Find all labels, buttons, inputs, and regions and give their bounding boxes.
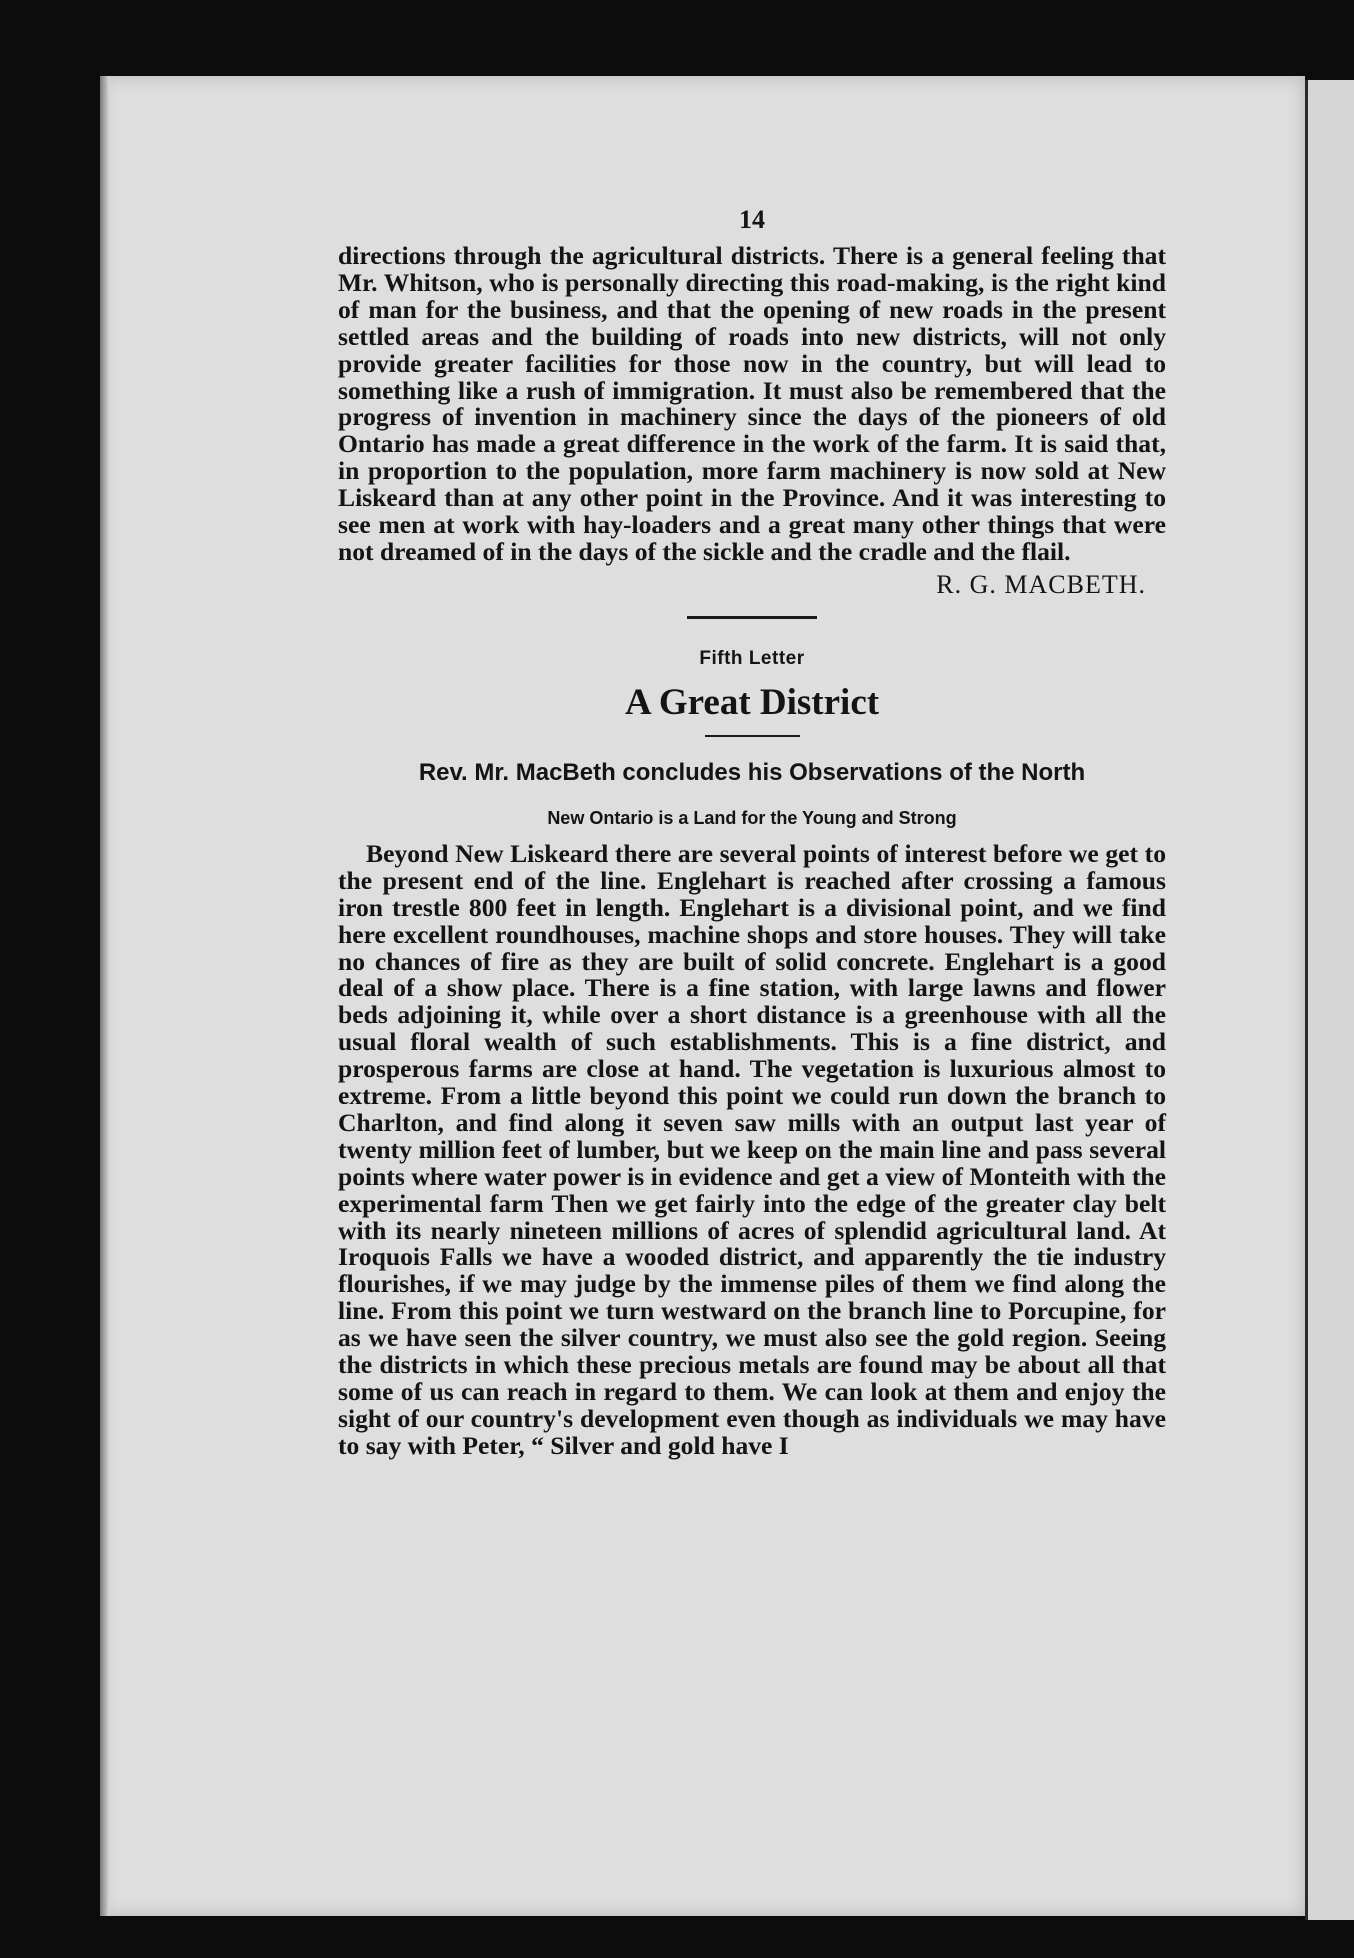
article-subheadline: Rev. Mr. MacBeth concludes his Observations of the North [418,758,1086,786]
page-gutter-shadow [100,76,110,1916]
intro-paragraph: directions through the agricultural districts. There is a general feeling that Mr. Whitson, who is personally directing this road-making, is the right kind of man for the business, and that the opening of new roads in the present settled areas and the building of roads into new districts, will not only provide greater facilities for those now in the country, but will lead to something like a rush of immigration. It must also be remembered that the progress of invention in machinery since the days of the pioneers of old Ontario has made a great difference in the work of the farm. It is said that, in proportion to the population, more farm machinery is now sold at New Liskeard than at any other point in the Province. And it was interesting to see men at work with hay-loaders and a great many other things that were not dreamed of in the days of the sickle and the cradle and the flail. [338,241,1166,566]
page-content [338,205,1166,1460]
section-divider [687,616,817,619]
article-deck: New Ontario is a Land for the Young and Strong [547,807,957,828]
page-number: 14 [739,205,765,234]
author-signature: R. G. MACBETH. [936,569,1146,599]
adjacent-page-edge [1305,80,1354,1920]
letter-kicker: Fifth Letter [699,647,805,669]
article-headline: A Great District [624,681,880,723]
headline-divider [705,735,800,737]
body-paragraph: Beyond New Liskeard there are several points of interest before we get to the present end of the line. Englehart is reached after crossing a famous iron trestle 800 feet in length. Englehart is a divisional point, and we find here excellent roundhouses, machine shops and store houses. They will take no chances of fire as they are built of solid concrete. Englehart is a good deal of a show place. There is a fine station, with large lawns and flower beds adjoining it, while over a short distance is a greenhouse with all the usual floral wealth of such establishments. This is a fine district, and prosperous farms are close at hand. The vegetation is luxurious almost to extreme. From a little beyond this point we could run down the branch to Charlton, and find along it seven saw mills with an output last year of twenty million feet of lumber, but we keep on the main line and pass several points where water power is in evidence and get a view of Monteith with the experimental farm Then we get fairly into the edge of the greater clay belt with its nearly nineteen millions of acres of splendid agricultural land. At Iroquois Falls we have a wooded district, and apparently the tie industry flourishes, if we may judge by the immense piles of them we find along the line. From this point we turn westward on the branch line to Porcupine, for as we have seen the silver country, we must also see the gold region. Seeing the districts in which these precious metals are found may be about all that some of us can reach in regard to them. We can look at them and enjoy the sight of our country's development even though as individuals we may have to say with Peter, “ Silver and gold have I [338,838,1166,1460]
